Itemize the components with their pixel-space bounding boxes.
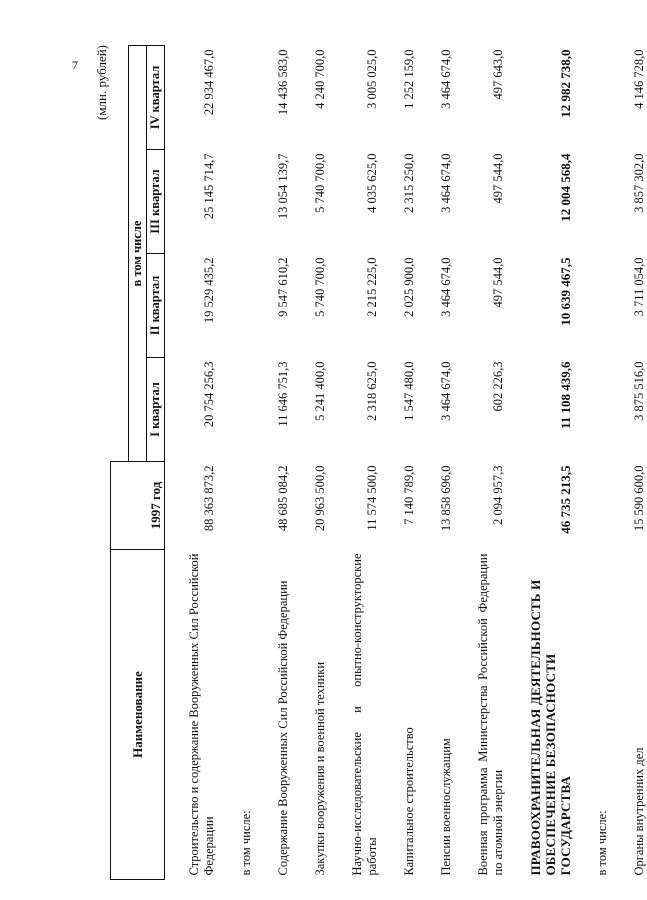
- row-q3: 12 004 568,4: [557, 153, 573, 222]
- budget-table: [110, 45, 647, 880]
- row-q3: 3 857 302,0: [631, 153, 646, 213]
- header-group: в том числе: [128, 46, 146, 462]
- row-year: 88 363 873,2: [201, 465, 216, 532]
- table-row: [632, 46, 647, 880]
- table-row: [313, 46, 328, 880]
- row-year: 13 858 696,0: [438, 465, 453, 532]
- page-number: 7: [72, 58, 78, 72]
- row-q2: 5 740 700,0: [312, 257, 327, 317]
- row-q2: 3 464 674,0: [438, 257, 453, 317]
- table-row: [402, 46, 417, 880]
- row-q3: 25 145 714,7: [201, 153, 216, 220]
- row-q1: 20 754 256,3: [201, 361, 216, 428]
- row-q2: 9 547 610,2: [275, 257, 290, 317]
- header-name: Наименование: [111, 550, 165, 880]
- row-name: Научно-исследовательские и опытно-конструкторские работы: [349, 553, 379, 876]
- row-q3: 4 035 625,0: [364, 153, 379, 213]
- table-row: [187, 46, 217, 880]
- row-year: 2 094 957,3: [490, 465, 505, 525]
- row-q1: 11 646 751,3: [275, 361, 290, 427]
- subheading: в том числе:: [594, 810, 609, 876]
- row-name: Пенсии военнослужащим: [438, 738, 453, 876]
- header-q4: IV квартал: [146, 46, 164, 150]
- row-name: Закупки вооружения и военной техники: [312, 661, 327, 876]
- row-q3: 5 740 700,0: [312, 153, 327, 213]
- row-q4: 3 005 025,0: [364, 49, 379, 109]
- row-year: 20 963 500,0: [312, 465, 327, 532]
- row-q3: 2 315 250,0: [401, 153, 416, 213]
- row-q2: 497 544,0: [490, 257, 505, 308]
- row-q1: 2 318 625,0: [364, 361, 379, 421]
- row-q1: 3 875 516,0: [631, 361, 646, 421]
- table-row: [350, 46, 380, 880]
- row-year: 46 735 213,5: [557, 465, 573, 534]
- row-q1: 5 241 400,0: [312, 361, 327, 421]
- row-q2: 3 711 054,0: [631, 257, 646, 317]
- row-q2: 2 215 225,0: [364, 257, 379, 317]
- row-q4: 497 643,0: [490, 49, 505, 100]
- header-q1: I квартал: [146, 358, 164, 462]
- header-year: 1997 год: [111, 462, 165, 550]
- units-note: (млн. рублей): [94, 45, 109, 120]
- subheading: в том числе:: [238, 810, 253, 876]
- row-q1: 1 547 480,0: [401, 361, 416, 421]
- row-q4: 1 252 159,0: [401, 49, 416, 109]
- row-q4: 22 934 467,0: [201, 49, 216, 116]
- row-q4: 3 464 674,0: [438, 49, 453, 109]
- row-name: Военная программа Министерства Российской Федерации по атомной энергии: [475, 553, 505, 876]
- row-name: Капитальное строительство: [401, 727, 416, 876]
- row-year: 7 140 789,0: [401, 465, 416, 525]
- row-q3: 497 544,0: [490, 153, 505, 204]
- row-year: 48 685 084,2: [275, 465, 290, 532]
- row-q3: 3 464 674,0: [438, 153, 453, 213]
- row-q4: 12 982 738,0: [557, 49, 573, 118]
- row-name: ПРАВООХРАНИТЕЛЬНАЯ ДЕЯТЕЛЬНОСТЬ И ОБЕСПЕЧЕНИЕ БЕЗОПАСНОСТИ ГОСУДАРСТВА: [527, 579, 573, 876]
- row-q2: 2 025 900,0: [401, 257, 416, 317]
- row-q3: 13 054 139,7: [275, 153, 290, 220]
- row-year: 11 574 500,0: [364, 465, 379, 531]
- row-q4: 4 240 700,0: [312, 49, 327, 109]
- row-q2: 10 639 467,5: [557, 257, 573, 326]
- table-row: [476, 46, 506, 880]
- table-row-subheading: [239, 46, 254, 880]
- table-row-section-total: [528, 46, 573, 880]
- row-q1: 3 464 674,0: [438, 361, 453, 421]
- rotated-page-content: [88, 45, 646, 880]
- row-q2: 19 529 435,2: [201, 257, 216, 324]
- row-q4: 14 436 583,0: [275, 49, 290, 116]
- row-q4: 4 146 728,0: [631, 49, 646, 109]
- header-q2: II квартал: [146, 254, 164, 358]
- table-row-subheading: [595, 46, 610, 880]
- row-name: Строительство и содержание Вооруженных Сил Российской Федерации: [186, 553, 216, 876]
- header-q3: III квартал: [146, 150, 164, 254]
- table-row: [276, 46, 291, 880]
- row-year: 15 590 600,0: [631, 465, 646, 532]
- row-name: Содержание Вооруженных Сил Российской Федерации: [275, 580, 290, 876]
- row-name: Органы внутренних дел: [631, 747, 646, 876]
- table-row: [439, 46, 454, 880]
- row-q1: 11 108 439,6: [557, 361, 573, 430]
- row-q1: 602 226,3: [490, 361, 505, 412]
